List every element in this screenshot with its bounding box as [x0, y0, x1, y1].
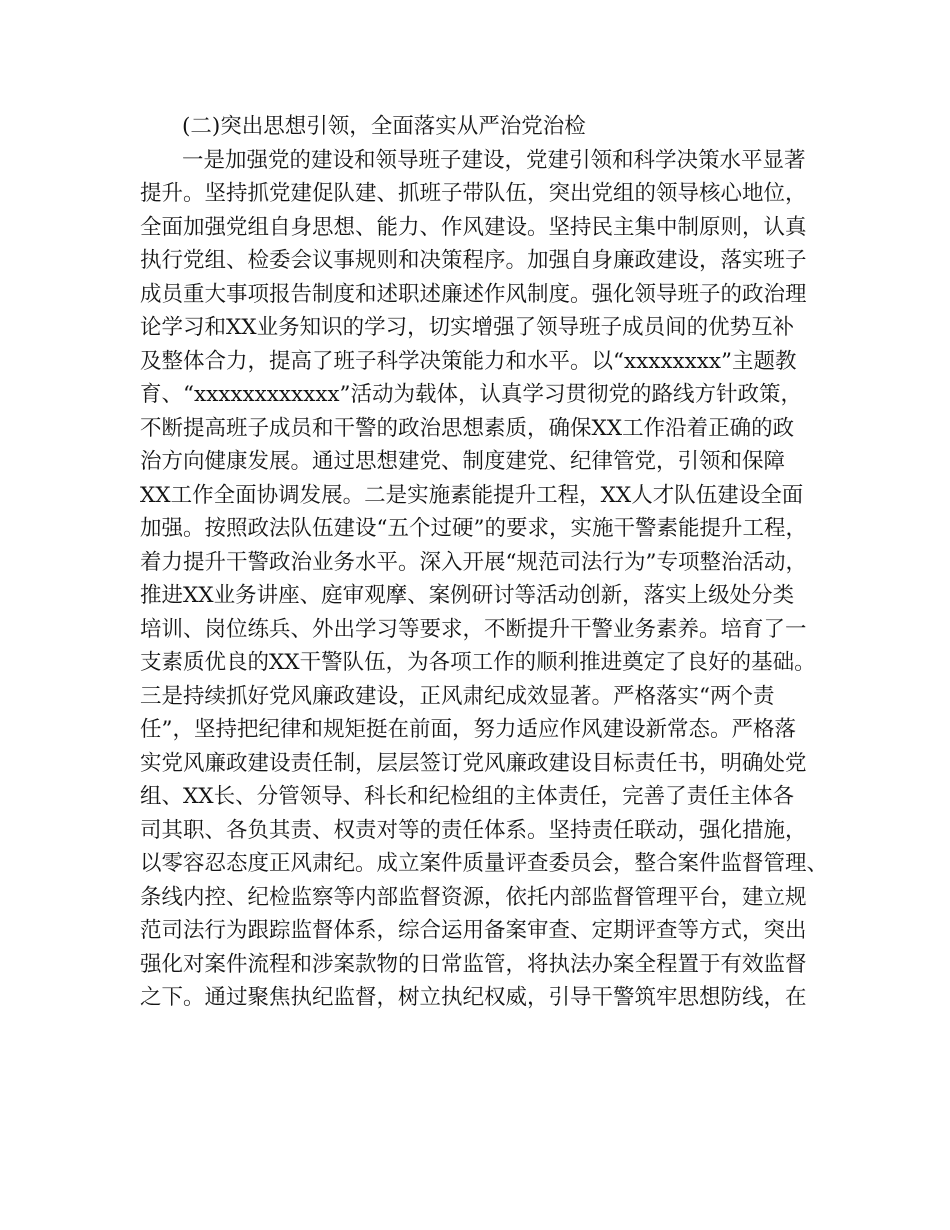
- paragraph-line: 三是持续抓好党风廉政建设，正风肃纪成效显著。严格落实“两个责: [140, 683, 775, 709]
- paragraph-line: 支素质优良的XX干警队伍，为各项工作的顺利推进奠定了良好的基础。: [140, 650, 816, 675]
- paragraph-line: 组、XX长、分管领导、科长和纪检组的主体责任，完善了责任主体各: [140, 784, 795, 809]
- paragraph-line: XX工作全面协调发展。二是实施素能提升工程，XX人才队伍建设全面: [140, 482, 804, 508]
- paragraph-line: 实党风廉政建设责任制，层层签订党风廉政建设目标责任书，明确处党: [140, 750, 807, 776]
- paragraph-line: 强化对案件流程和涉案款物的日常监管，将执法办案全程置于有效监督: [140, 951, 807, 977]
- paragraph-line: 任”，坚持把纪律和规矩挺在前面，努力适应作风建设新常态。严格落: [140, 717, 796, 742]
- paragraph-line: 不断提高班子成员和干警的政治思想素质，确保XX工作沿着正确的政: [140, 415, 795, 441]
- paragraph-line: 及整体合力，提高了班子科学决策能力和水平。以“xxxxxxxx”主题教: [140, 348, 797, 374]
- paragraph-line: 提升。坚持抓党建促队建、抓班子带队伍，突出党组的领导核心地位，: [140, 181, 807, 206]
- paragraph-line: 范司法行为跟踪监督体系，综合运用备案审查、定期评查等方式，突出: [140, 918, 807, 943]
- paragraph-line: 治方向健康发展。通过思想建党、制度建党、纪律管党，引领和保障: [140, 449, 786, 474]
- paragraph-line: 司其职、各负其责、权责对等的责任体系。坚持责任联动，强化措施，: [140, 817, 807, 843]
- paragraph-line: 论学习和XX业务知识的学习，切实增强了领导班子成员间的优势互补: [140, 315, 795, 340]
- paragraph-line: 以零容忍态度正风肃纪。成立案件质量评查委员会，整合案件监督管理、: [140, 851, 829, 876]
- paragraph-line: 推进XX业务讲座、庭审观摩、案例研讨等活动创新，落实上级处分类: [140, 583, 795, 608]
- section-heading: (二)突出思想引领，全面落实从严治党治检: [182, 114, 586, 139]
- paragraph-line: 之下。通过聚焦执纪监督，树立执纪权威，引导干警筑牢思想防线，在: [140, 985, 807, 1010]
- paragraph-line: 成员重大事项报告制度和述职述廉述作风制度。强化领导班子的政治理: [140, 281, 807, 307]
- paragraph-line: 条线内控、纪检监察等内部监督资源，依托内部监督管理平台，建立规: [140, 884, 807, 910]
- paragraph-line: 培训、岗位练兵、外出学习等要求，不断提升干警业务素养。培育了一: [140, 616, 807, 642]
- paragraph-line: 执行党组、检委会议事规则和决策程序。加强自身廉政建设，落实班子: [140, 248, 807, 273]
- paragraph-line: 一是加强党的建设和领导班子建设，党建引领和科学决策水平显著: [182, 147, 806, 173]
- document-body: [140, 110, 830, 1015]
- paragraph-line: 全面加强党组自身思想、能力、作风建设。坚持民主集中制原则，认真: [140, 214, 807, 240]
- paragraph-line: 着力提升干警政治业务水平。深入开展“规范司法行为”专项整治活动，: [140, 549, 807, 575]
- paragraph-line: 加强。按照政法队伍建设“五个过硬”的要求，实施干警素能提升工程，: [140, 516, 807, 541]
- paragraph-line: 育、“xxxxxxxxxxxx”活动为载体，认真学习贯彻党的路线方针政策，: [140, 382, 802, 407]
